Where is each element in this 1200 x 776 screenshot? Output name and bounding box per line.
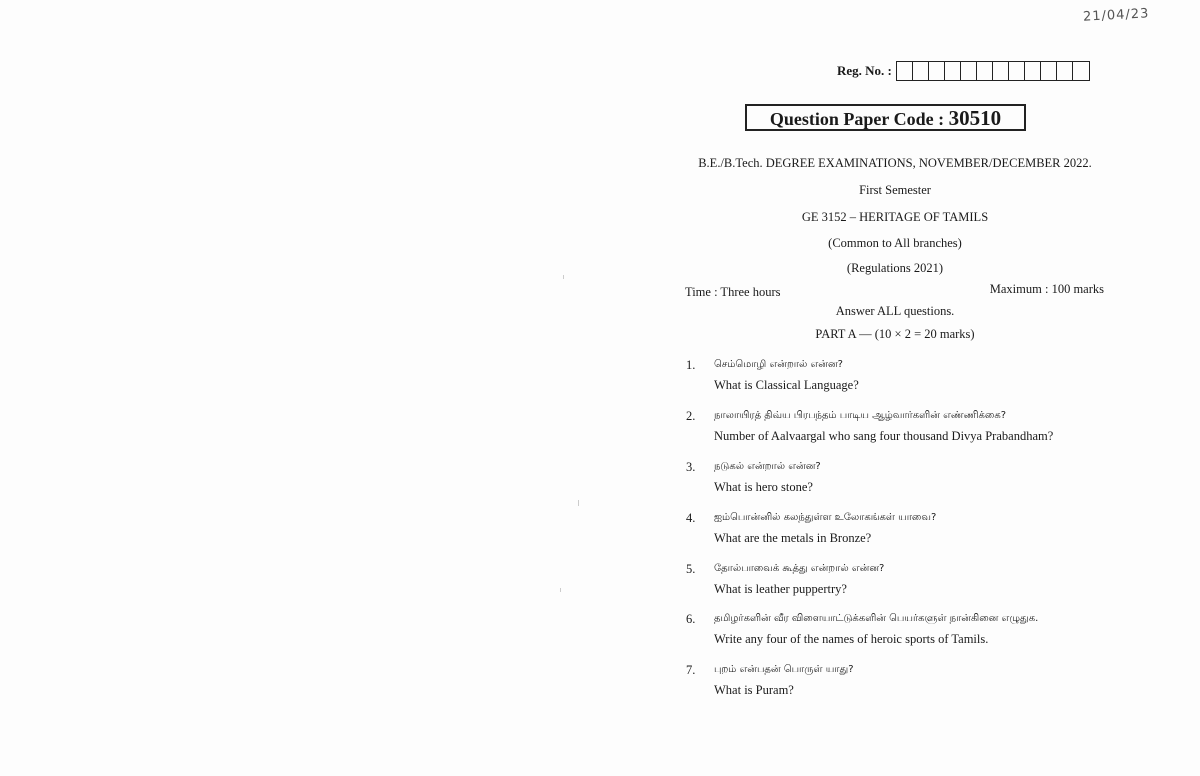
maximum-marks: Maximum : 100 marks [989, 282, 1104, 296]
question-english: What is Puram? [714, 683, 794, 697]
regulations: (Regulations 2021) [846, 261, 944, 275]
question-tamil: புறம் என்பதன் பொருள் யாது? [714, 664, 854, 675]
question-number: 2. [686, 409, 696, 423]
reg-no-box[interactable] [1009, 62, 1025, 80]
question-paper-code-label: Question Paper Code : [769, 109, 945, 129]
question-english: Write any four of the names of heroic sports of Tamils. [714, 632, 989, 646]
question-english: What is leather puppertry? [714, 582, 847, 596]
question-english: Number of Aalvaargal who sang four thousand Divya Prabandham? [714, 429, 1054, 443]
question-number: 1. [686, 358, 696, 372]
question-number: 5. [686, 562, 696, 576]
question-paper-code [745, 104, 1026, 131]
reg-no-label: Reg. No. : [837, 63, 892, 78]
reg-no-box[interactable] [913, 62, 929, 80]
question-english: What is hero stone? [714, 480, 813, 494]
question-number: 6. [686, 612, 696, 626]
reg-no-box[interactable] [961, 62, 977, 80]
question-number: 3. [686, 460, 696, 474]
reg-no-box[interactable] [945, 62, 961, 80]
reg-no-box[interactable] [897, 62, 913, 80]
reg-no-boxes[interactable] [896, 61, 1090, 81]
scan-speck [563, 275, 564, 279]
handwritten-date: 21/04/23 [1082, 6, 1150, 25]
reg-no-box[interactable] [1025, 62, 1041, 80]
semester: First Semester [859, 183, 931, 197]
question-tamil: ஐம்பொன்னில் கலந்துள்ள உலோகங்கள் யாவை? [714, 512, 937, 523]
scan-speck [578, 500, 579, 506]
question-english: What are the metals in Bronze? [714, 531, 872, 545]
question-tamil: தோல்பாவைக் கூத்து என்றால் என்ன? [714, 563, 885, 574]
scan-speck [560, 588, 561, 592]
common-branches: (Common to All branches) [828, 236, 962, 250]
reg-no-box[interactable] [993, 62, 1009, 80]
reg-no-box[interactable] [1041, 62, 1057, 80]
reg-no-box[interactable] [929, 62, 945, 80]
time-allowed: Time : Three hours [685, 285, 781, 299]
course-title: GE 3152 – HERITAGE OF TAMILS [801, 210, 989, 224]
reg-no-box[interactable] [1073, 62, 1089, 80]
question-tamil: தமிழர்களின் வீர விளையாட்டுக்களின் பெயர்களுள் நான்கினை எழுதுக. [714, 613, 1039, 624]
question-tamil: செம்மொழி என்றால் என்ன? [714, 359, 843, 370]
question-english: What is Classical Language? [714, 378, 859, 392]
question-paper-code-number: 30510 [948, 106, 1002, 130]
reg-no [837, 61, 1090, 81]
reg-no-box[interactable] [977, 62, 993, 80]
question-number: 4. [686, 511, 696, 525]
question-number: 7. [686, 663, 696, 677]
exam-title: B.E./B.Tech. DEGREE EXAMINATIONS, NOVEMBER/DECEMBER 2022. [698, 156, 1092, 170]
part-a-heading: PART A — (10 × 2 = 20 marks) [815, 327, 975, 341]
instruction: Answer ALL questions. [835, 304, 955, 318]
reg-no-box[interactable] [1057, 62, 1073, 80]
question-tamil: நடுகல் என்றால் என்ன? [714, 461, 821, 472]
question-tamil: நாலாயிரத் திவ்ய பிரபந்தம் பாடிய ஆழ்வார்களின் எண்ணிக்கை? [714, 410, 1007, 421]
